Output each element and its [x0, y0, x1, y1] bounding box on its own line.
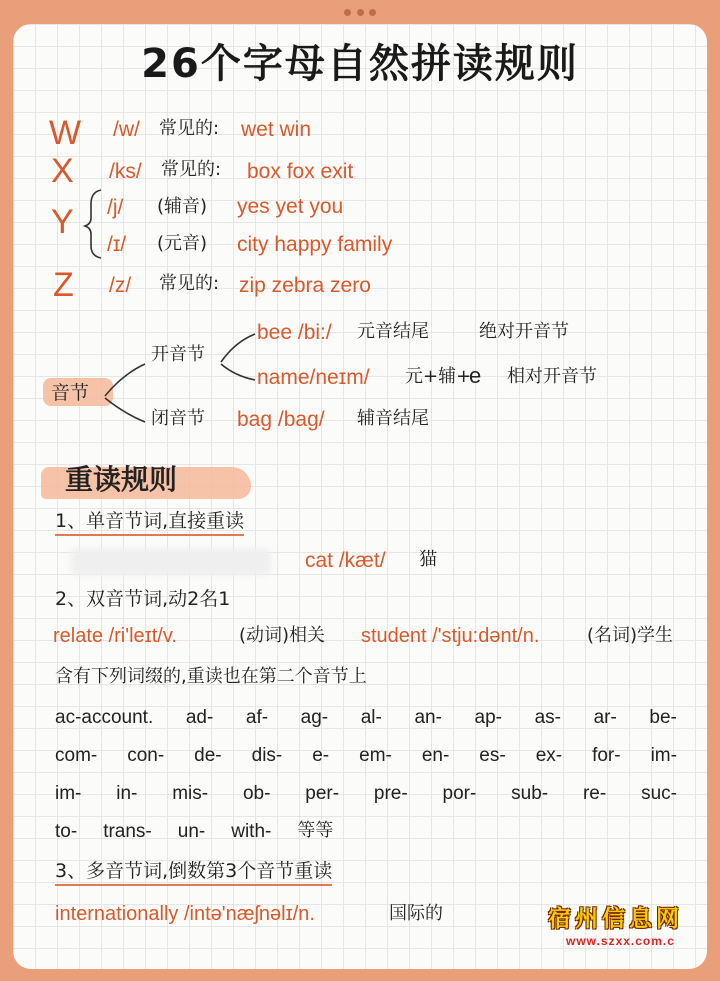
- label-x: 常见的:: [161, 159, 222, 180]
- rule-2-example-1: relate /ri'leɪt/v.: [53, 625, 177, 647]
- open-type-1: 绝对开音节: [479, 321, 569, 342]
- closed-example: bag /bag/: [237, 408, 325, 431]
- ipa-x: /ks/: [109, 160, 142, 183]
- rule-1-title: 1、单音节词,直接重读: [55, 512, 244, 536]
- rule-3-title: 3、多音节词,倒数第3个音节重读: [55, 862, 332, 886]
- closed-desc: 辅音结尾: [357, 408, 429, 429]
- letter-z: Z: [53, 266, 74, 304]
- words-y-2: city happy family: [237, 233, 393, 256]
- prefix-item: en-: [421, 745, 450, 766]
- prefix-line: [55, 746, 677, 765]
- watermark: [532, 905, 692, 948]
- prefix-item: es-: [479, 745, 506, 766]
- prefix-etc: 等等: [297, 820, 334, 841]
- prefix-item: al-: [360, 707, 382, 728]
- label-z: 常见的:: [159, 273, 220, 294]
- label-y-1: (辅音): [157, 196, 208, 217]
- ipa-w: /w/: [113, 118, 140, 141]
- open-desc-2: 元+辅+: [405, 366, 472, 387]
- prefix-item: e-: [312, 745, 330, 766]
- label-y-2: (元音): [157, 233, 208, 254]
- prefix-item: per-: [305, 783, 340, 804]
- prefix-item: ac-account.: [55, 707, 154, 728]
- syllable-root: 音节: [51, 382, 90, 404]
- open-example-1: bee /bi:/: [257, 321, 332, 344]
- prefix-item: con-: [127, 745, 165, 766]
- words-w: wet win: [241, 118, 312, 141]
- prefix-item: be-: [649, 707, 677, 728]
- prefix-item: em-: [359, 745, 392, 766]
- prefix-item: dis-: [251, 745, 283, 766]
- prefix-item: im-: [650, 745, 677, 766]
- page-title: 26个字母自然拼读规则: [141, 41, 579, 87]
- prefix-item: ad-: [185, 707, 214, 728]
- prefix-item: sub-: [511, 783, 549, 804]
- prefix-item: ob-: [242, 783, 271, 804]
- stress-heading: 重读规则: [65, 463, 178, 496]
- prefix-item: im-: [55, 783, 82, 804]
- prefix-item: trans-: [103, 821, 152, 842]
- label-w: 常见的:: [159, 118, 220, 139]
- ipa-y-2: /ɪ/: [107, 233, 127, 256]
- prefix-item: ag-: [300, 707, 329, 728]
- grid-paper: [13, 24, 707, 969]
- rule-2-title: 2、双音节词,动2名1: [55, 588, 231, 610]
- closed-syllable-label: 闭音节: [151, 408, 205, 429]
- prefix-item: mis-: [172, 783, 209, 804]
- open-desc-2-e: e: [469, 363, 482, 388]
- prefix-item: to-: [55, 821, 78, 842]
- rule-1-example: cat /kæt/: [305, 549, 386, 572]
- open-desc-1: 元音结尾: [357, 321, 429, 342]
- ipa-z: /z/: [109, 274, 132, 297]
- prefix-item: for-: [592, 745, 621, 766]
- prefix-item: de-: [194, 745, 222, 766]
- rule-2-meaning-2: (名词)学生: [587, 625, 674, 646]
- open-syllable-label: 开音节: [151, 344, 205, 365]
- rule-1-meaning: 猫: [419, 549, 437, 570]
- rule-3-meaning: 国际的: [389, 903, 443, 924]
- prefix-item: por-: [442, 783, 477, 804]
- prefix-item: re-: [582, 783, 607, 804]
- prefix-item: an-: [414, 707, 442, 728]
- letter-y: Y: [51, 203, 74, 241]
- words-y-1: yes yet you: [237, 195, 344, 218]
- prefix-item: ex-: [535, 745, 563, 766]
- prefix-item: as-: [534, 707, 561, 728]
- prefix-item: suc-: [641, 783, 677, 804]
- watermark-name: 宿州信息网: [548, 905, 683, 932]
- rule-3-example: internationally /intə'næʃnəlɪ/n.: [55, 903, 315, 925]
- words-z: zip zebra zero: [239, 274, 371, 297]
- prefix-item: ar-: [593, 707, 617, 728]
- rule-2-example-2: student /'stju:dənt/n.: [361, 625, 540, 647]
- prefix-item: pre-: [373, 783, 408, 804]
- window-dots: [344, 9, 376, 17]
- ipa-y-1: /j/: [107, 196, 124, 219]
- prefix-item: af-: [245, 707, 269, 728]
- letter-w: W: [49, 114, 82, 152]
- prefix-line: [55, 708, 677, 727]
- letter-x: X: [51, 152, 74, 190]
- prefix-line-last: [55, 822, 333, 841]
- watermark-url: www.szxx.com.c: [566, 934, 675, 948]
- prefix-item: com-: [55, 745, 98, 766]
- prefix-item: with-: [231, 821, 272, 842]
- prefix-item: ap-: [474, 707, 502, 728]
- prefix-line: [55, 784, 677, 803]
- open-example-2: name/neɪm/: [257, 366, 370, 389]
- prefix-item: un-: [177, 821, 206, 842]
- open-type-2: 相对开音节: [507, 366, 597, 387]
- rule-2-meaning-1: (动词)相关: [239, 625, 326, 646]
- words-x: box fox exit: [247, 160, 354, 183]
- blurred-text: [71, 549, 271, 575]
- rule-2-note: 含有下列词缀的,重读也在第二个音节上: [55, 666, 367, 687]
- prefix-item: in-: [116, 783, 138, 804]
